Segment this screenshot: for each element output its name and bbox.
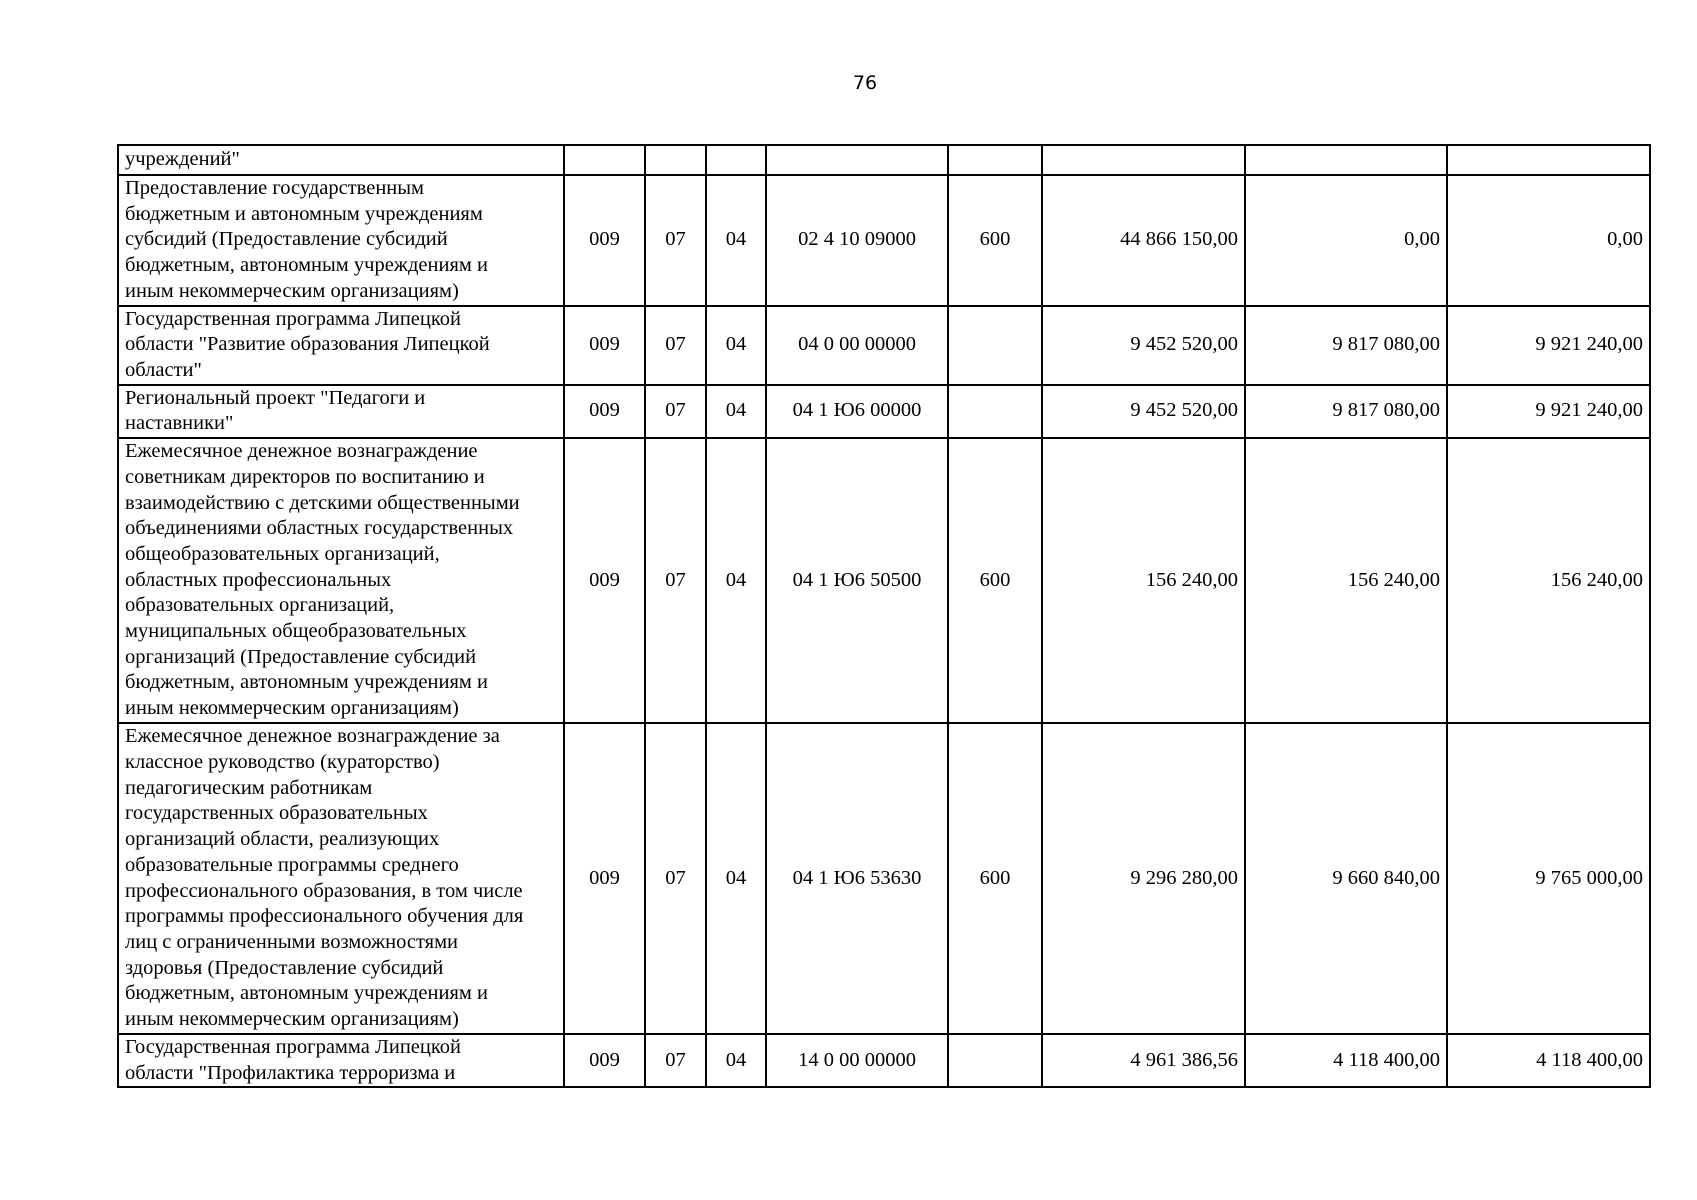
table-row <box>118 438 1650 723</box>
ministry-code-cell: 009 <box>564 306 645 385</box>
row-name-cell: Ежемесячное денежное вознаграждение советникам директоров по воспитанию и взаимодействию с детскими общественными объединениями областных государственных общеобразовательных организаций, областных профессиональных образовательных организаций, муниципальных общеобразовательных организаций (Предоставление субсидий бюджетным, автономным учреждениям и иным некоммерческим организациям) <box>118 438 564 723</box>
section-code-cell <box>645 145 706 175</box>
amount-year-1-cell: 9 296 280,00 <box>1042 723 1245 1034</box>
section-code-cell: 07 <box>645 385 706 438</box>
row-name-cell: Региональный проект "Педагоги и наставники" <box>118 385 564 438</box>
amount-year-3-cell: 156 240,00 <box>1447 438 1650 723</box>
table-row <box>118 145 1650 175</box>
amount-year-2-cell <box>1245 145 1447 175</box>
row-name-cell: Ежемесячное денежное вознаграждение за классное руководство (кураторство) педагогическим работникам государственных образовательных организаций области, реализующих образовательные программы среднего профессионального образования, в том числе программы профессионального обучения для лиц с ограниченными возможностями здоровья (Предоставление субсидий бюджетным, автономным учреждениям и иным некоммерческим организациям) <box>118 723 564 1034</box>
target-article-cell <box>766 145 948 175</box>
subsection-code-cell: 04 <box>706 1034 766 1087</box>
target-article-cell: 14 0 00 00000 <box>766 1034 948 1087</box>
subsection-code-cell: 04 <box>706 438 766 723</box>
section-code-cell: 07 <box>645 306 706 385</box>
ministry-code-cell <box>564 145 645 175</box>
target-article-cell: 04 0 00 00000 <box>766 306 948 385</box>
expense-type-cell <box>948 306 1042 385</box>
budget-table <box>117 144 1651 1088</box>
expense-type-cell <box>948 145 1042 175</box>
table-row <box>118 1034 1650 1087</box>
amount-year-3-cell: 4 118 400,00 <box>1447 1034 1650 1087</box>
page-number: 76 <box>852 72 878 94</box>
expense-type-cell: 600 <box>948 438 1042 723</box>
expense-type-cell: 600 <box>948 175 1042 306</box>
row-name-cell: учреждений" <box>118 145 564 175</box>
amount-year-2-cell: 156 240,00 <box>1245 438 1447 723</box>
table-body <box>118 145 1650 1087</box>
amount-year-3-cell: 9 921 240,00 <box>1447 385 1650 438</box>
amount-year-2-cell: 9 817 080,00 <box>1245 306 1447 385</box>
amount-year-1-cell: 9 452 520,00 <box>1042 385 1245 438</box>
amount-year-2-cell: 4 118 400,00 <box>1245 1034 1447 1087</box>
subsection-code-cell <box>706 145 766 175</box>
row-name-cell: Государственная программа Липецкой области "Развитие образования Липецкой области" <box>118 306 564 385</box>
expense-type-cell <box>948 1034 1042 1087</box>
amount-year-3-cell: 9 921 240,00 <box>1447 306 1650 385</box>
amount-year-1-cell: 4 961 386,56 <box>1042 1034 1245 1087</box>
table-row <box>118 385 1650 438</box>
section-code-cell: 07 <box>645 438 706 723</box>
amount-year-1-cell: 44 866 150,00 <box>1042 175 1245 306</box>
row-name-cell: Государственная программа Липецкой области "Профилактика терроризма и <box>118 1034 564 1087</box>
row-name-cell: Предоставление государственным бюджетным и автономным учреждениям субсидий (Предоставление субсидий бюджетным, автономным учреждениям и иным некоммерческим организациям) <box>118 175 564 306</box>
amount-year-1-cell: 9 452 520,00 <box>1042 306 1245 385</box>
table-row <box>118 306 1650 385</box>
amount-year-2-cell: 9 817 080,00 <box>1245 385 1447 438</box>
section-code-cell: 07 <box>645 723 706 1034</box>
target-article-cell: 04 1 Ю6 00000 <box>766 385 948 438</box>
ministry-code-cell: 009 <box>564 175 645 306</box>
table-row <box>118 723 1650 1034</box>
amount-year-2-cell: 9 660 840,00 <box>1245 723 1447 1034</box>
amount-year-3-cell: 0,00 <box>1447 175 1650 306</box>
table-row <box>118 175 1650 306</box>
subsection-code-cell: 04 <box>706 723 766 1034</box>
subsection-code-cell: 04 <box>706 385 766 438</box>
expense-type-cell <box>948 385 1042 438</box>
amount-year-1-cell: 156 240,00 <box>1042 438 1245 723</box>
section-code-cell: 07 <box>645 1034 706 1087</box>
ministry-code-cell: 009 <box>564 723 645 1034</box>
section-code-cell: 07 <box>645 175 706 306</box>
ministry-code-cell: 009 <box>564 438 645 723</box>
ministry-code-cell: 009 <box>564 1034 645 1087</box>
subsection-code-cell: 04 <box>706 306 766 385</box>
target-article-cell: 04 1 Ю6 50500 <box>766 438 948 723</box>
amount-year-3-cell <box>1447 145 1650 175</box>
subsection-code-cell: 04 <box>706 175 766 306</box>
amount-year-3-cell: 9 765 000,00 <box>1447 723 1650 1034</box>
target-article-cell: 02 4 10 09000 <box>766 175 948 306</box>
target-article-cell: 04 1 Ю6 53630 <box>766 723 948 1034</box>
expense-type-cell: 600 <box>948 723 1042 1034</box>
ministry-code-cell: 009 <box>564 385 645 438</box>
amount-year-2-cell: 0,00 <box>1245 175 1447 306</box>
amount-year-1-cell <box>1042 145 1245 175</box>
